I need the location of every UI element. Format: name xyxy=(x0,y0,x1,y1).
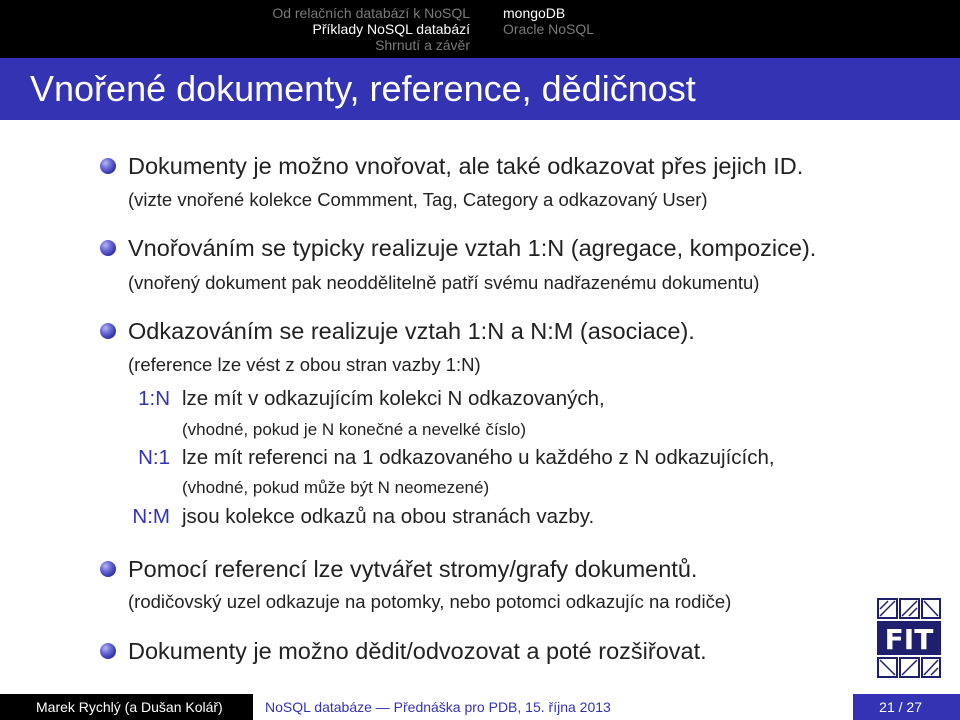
bullet-ball-icon xyxy=(100,561,116,577)
bullet-ball-icon xyxy=(100,643,116,659)
bullet-item-note: (rodičovský uzel odkazuje na potomky, nebo potomci odkazujíc na rodiče) xyxy=(128,591,732,612)
fit-logo-text: FIT xyxy=(884,623,934,656)
section-navigation xyxy=(0,5,480,53)
bullet-item-text: Dokumenty je možno dědit/odvozovat a poté rozšiřovat. xyxy=(128,638,707,664)
frame-title-bar xyxy=(0,58,960,120)
frame-title: Vnořené dokumenty, reference, dědičnost xyxy=(30,68,696,109)
relation-text: lze mít v odkazujícím kolekci N odkazovaných, xyxy=(182,387,605,410)
relation-text: lze mít referenci na 1 odkazovaného u každého z N odkazujících, xyxy=(182,446,775,469)
bullet-item-note: (reference lze vést z obou stran vazby 1:N) xyxy=(128,354,481,375)
nav-section-link[interactable]: Shrnutí a závěr xyxy=(375,37,470,53)
footer-title: NoSQL databáze — Přednáška pro PDB, 15. října 2013 xyxy=(253,694,853,720)
footer-page-number: 21 / 27 xyxy=(853,694,960,720)
bullet-item-text: Dokumenty je možno vnořovat, ale také odkazovat přes jejich ID. xyxy=(128,153,804,179)
fit-logo xyxy=(876,597,942,679)
nav-subsection-link-current[interactable]: mongoDB xyxy=(503,5,566,21)
relation-label: N:M xyxy=(132,505,170,528)
nav-section-link-current[interactable]: Příklady NoSQL databází xyxy=(312,21,470,37)
bullet-item-text: Odkazováním se realizuje vztah 1:N a N:M (asociace). xyxy=(128,318,695,344)
bullet-item-text: Pomocí referencí lze vytvářet stromy/grafy dokumentů. xyxy=(128,556,698,582)
relation-note: (vhodné, pokud je N konečné a nevelké číslo) xyxy=(182,420,526,439)
bullet-item-note: (vizte vnořené kolekce Commment, Tag, Category a odkazovaný User) xyxy=(128,189,708,210)
relation-text: jsou kolekce odkazů na obou stranách vazby. xyxy=(182,505,595,528)
nav-subsection-link[interactable]: Oracle NoSQL xyxy=(503,21,595,37)
bullet-ball-icon xyxy=(100,323,116,339)
footer-author: Marek Rychlý (a Dušan Kolář) xyxy=(0,694,253,720)
navigation-bar xyxy=(0,0,960,58)
bullet-item-note: (vnořený dokument pak neoddělitelně patří svému nadřazenému dokumentu) xyxy=(128,272,760,293)
footer xyxy=(0,694,960,720)
bullet-item-text: Vnořováním se typicky realizuje vztah 1:N (agregace, kompozice). xyxy=(128,235,817,261)
nav-section-link[interactable]: Od relačních databází k NoSQL xyxy=(272,5,470,21)
relation-label: 1:N xyxy=(138,387,170,410)
relation-label: N:1 xyxy=(138,446,170,469)
subsection-navigation xyxy=(503,5,943,37)
relation-note: (vhodné, pokud může být N neomezené) xyxy=(182,478,490,497)
bullet-ball-icon xyxy=(100,158,116,174)
bullet-ball-icon xyxy=(100,240,116,256)
